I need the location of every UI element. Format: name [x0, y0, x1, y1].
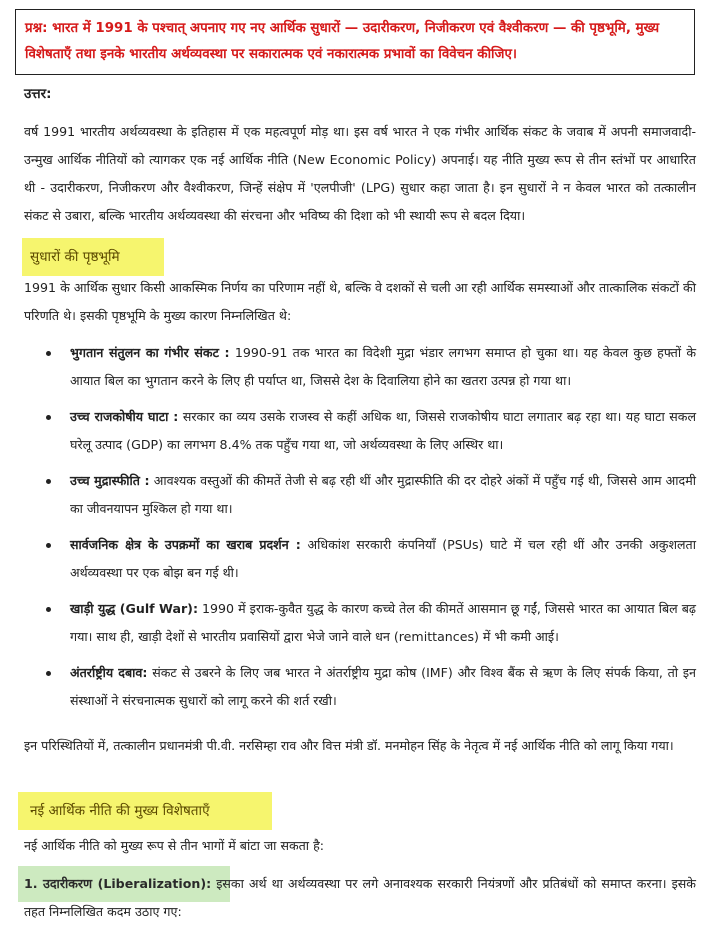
liberalization-title: 1. उदारीकरण (Liberalization): — [24, 876, 212, 891]
section-title-features: नई आर्थिक नीति की मुख्य विशेषताएँ — [30, 803, 210, 819]
bullet-icon — [46, 351, 51, 356]
item-term: उच्च राजकोषीय घाटा : — [70, 409, 179, 424]
bullet-icon — [46, 607, 51, 612]
bullet-icon — [46, 479, 51, 484]
list-item — [24, 467, 696, 523]
item-text: सरकार का व्यय उसके राजस्व से कहीं अधिक था, जिससे राजकोषीय घाटा लगातार बढ़ रहा था। यह घाटा सकल घरेलू उत्पाद (GDP) का लगभग 8.4% तक पहुँच गया था, जो अर्थव्यवस्था के लिए अस्थिर था। — [70, 409, 697, 452]
liberalization-paragraph — [24, 870, 696, 926]
bullet-icon — [46, 671, 51, 676]
background-intro: 1991 के आर्थिक सुधार किसी आकस्मिक निर्णय का परिणाम नहीं थे, बल्कि वे दशकों से चली आ रही आर्थिक समस्याओं और तात्कालिक संकटों की परिणति थे। इसकी पृष्ठभूमि के मुख्य कारण निम्नलिखित थे: — [24, 280, 696, 323]
question-box — [15, 9, 695, 75]
list-item — [24, 531, 696, 587]
item-term: अंतर्राष्ट्रीय दबाव: — [70, 665, 148, 680]
background-closing: इन परिस्थितियों में, तत्कालीन प्रधानमंत्री पी.वी. नरसिम्हा राव और वित्त मंत्री डॉ. मनमोहन सिंह के नेतृत्व में नई आर्थिक नीति को लागू किया गया। — [24, 738, 674, 753]
item-text: अधिकांश सरकारी कंपनियाँ (PSUs) घाटे में चल रही थीं और उनकी अकुशलता अर्थव्यवस्था पर एक बोझ बन गई थी। — [70, 537, 696, 580]
item-text: आवश्यक वस्तुओं की कीमतें तेजी से बढ़ रही थीं और मुद्रास्फीति की दर दोहरे अंकों में पहुँच गई थी, जिससे आम आदमी का जीवनयापन मुश्किल हो गया था। — [70, 473, 696, 516]
bullet-icon — [46, 415, 51, 420]
item-text: 1990-91 तक भारत का विदेशी मुद्रा भंडार लगभग समाप्त हो चुका था। यह केवल कुछ हफ्तों के आयात बिल का भुगतान करने के लिए ही पर्याप्त था, जिससे देश के दिवालिया होने का खतरा उत्पन्न हो गया था। — [70, 345, 696, 388]
item-text: 1990 में इराक-कुवैत युद्ध के कारण कच्चे तेल की कीमतें आसमान छू गईं, जिससे भारत का आयात बिल बढ़ गया। साथ ही, खाड़ी देशों से भारतीय प्रवासियों द्वारा भेजे जाने वाले धन (remittances) में भी कमी आई। — [70, 601, 696, 644]
item-term: भुगतान संतुलन का गंभीर संकट : — [70, 345, 230, 360]
features-intro: नई आर्थिक नीति को मुख्य रूप से तीन भागों में बांटा जा सकता है: — [24, 838, 324, 853]
list-item — [24, 659, 696, 715]
answer-label: उत्तर: — [24, 87, 52, 102]
intro-paragraph: वर्ष 1991 भारतीय अर्थव्यवस्था के इतिहास में एक महत्वपूर्ण मोड़ था। इस वर्ष भारत ने एक गंभीर आर्थिक संकट के जवाब में अपनी समाजवादी-उन्मुख आर्थिक नीतियों को त्यागकर एक नई आर्थिक नीति (New Economic Policy) अपनाई। यह नीति मुख्य रूप से तीन स्तंभों पर आधारित थी - उदारीकरण, निजीकरण और वैश्वीकरण, जिन्हें संक्षेप में 'एलपीजी' (LPG) सुधार कहा जाता है। इन सुधारों ने न केवल भारत को तत्कालीन संकट से उबारा, बल्कि भारतीय अर्थव्यवस्था की संरचना और भविष्य की दिशा को भी स्थायी रूप से बदल दिया। — [24, 124, 697, 223]
list-item — [24, 403, 696, 459]
liberalization-text: इसका अर्थ था अर्थव्यवस्था पर लगे अनावश्यक सरकारी नियंत्रणों और प्रतिबंधों को समाप्त करना। इसके तहत निम्नलिखित कदम उठाए गए: — [24, 876, 696, 919]
question-text: प्रश्न: भारत में 1991 के पश्चात् अपनाए गए नए आर्थिक सुधारों — उदारीकरण, निजीकरण एवं वैश्वीकरण — की पृष्ठभूमि, मुख्य विशेषताएँ तथा इनके भारतीय अर्थव्यवस्था पर सकारात्मक एवं नकारात्मक प्रभावों का विवेचन कीजिए। — [25, 21, 660, 62]
list-item — [24, 595, 696, 651]
item-term: खाड़ी युद्ध (Gulf War): — [70, 601, 198, 616]
item-term: उच्च मुद्रास्फीति : — [70, 473, 150, 488]
bullet-icon — [46, 543, 51, 548]
item-text: संकट से उबरने के लिए जब भारत ने अंतर्राष्ट्रीय मुद्रा कोष (IMF) और विश्व बैंक से ऋण के लिए संपर्क किया, तो इन संस्थाओं ने संरचनात्मक सुधारों को लागू करने की शर्त रखी। — [70, 665, 696, 708]
section-title-background: सुधारों की पृष्ठभूमि — [30, 249, 120, 265]
list-item — [24, 339, 696, 395]
background-list — [24, 339, 696, 723]
item-term: सार्वजनिक क्षेत्र के उपक्रमों का खराब प्रदर्शन : — [70, 537, 301, 552]
